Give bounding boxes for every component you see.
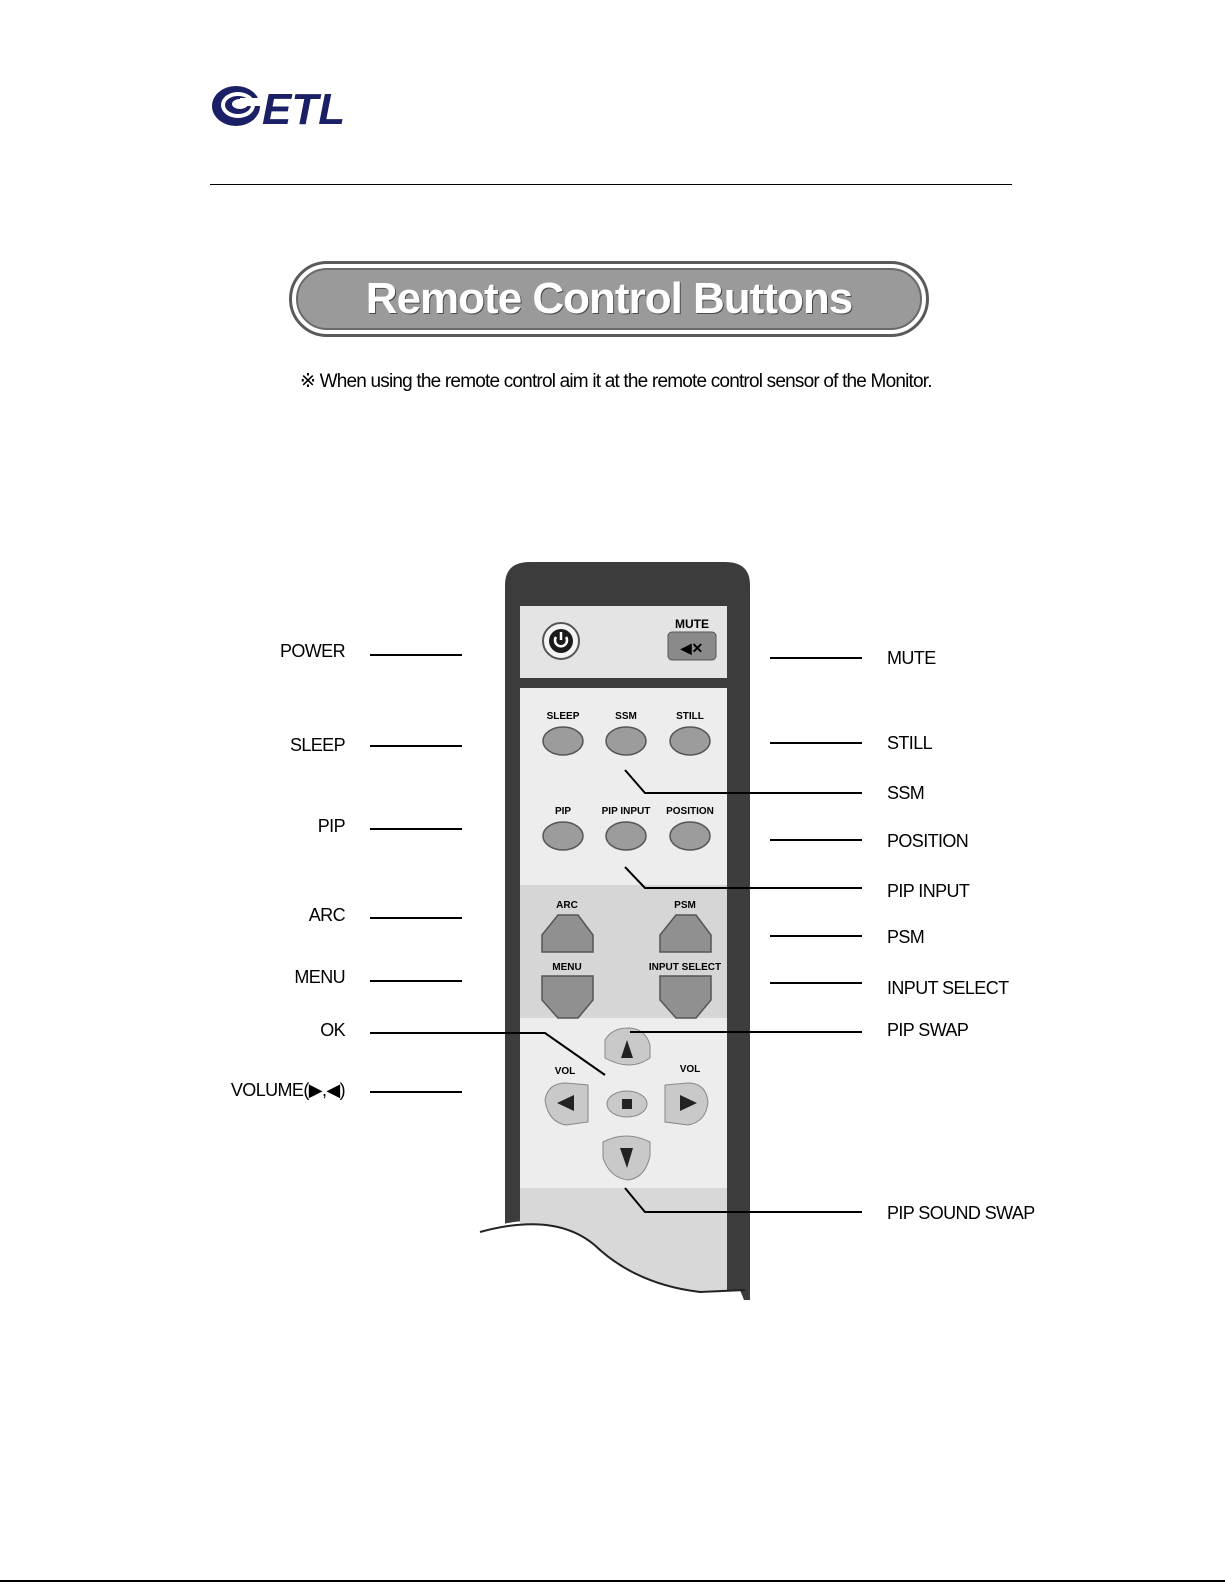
up-arrow-button[interactable] <box>605 1028 650 1065</box>
callout-still: STILL <box>887 733 933 753</box>
position-button[interactable] <box>670 822 710 850</box>
pip-button-label: PIP <box>554 806 572 817</box>
psm-button-label: PSM <box>674 900 696 911</box>
pip-input-button-label: PIP INPUT <box>601 806 651 817</box>
still-button-label: STILL <box>676 711 704 722</box>
callout-power: POWER <box>279 641 345 661</box>
callout-volume: VOLUME(▶,◀) <box>230 1080 345 1100</box>
callout-sleep: SLEEP <box>289 735 345 755</box>
callout-menu: MENU <box>294 967 345 987</box>
arc-button-label: ARC <box>556 900 578 911</box>
sleep-button[interactable] <box>543 727 583 755</box>
callout-mute: MUTE <box>887 648 936 668</box>
mute-speaker-icon: ◀✕ <box>680 640 704 656</box>
callout-pip: PIP <box>317 816 345 836</box>
footer-rule <box>0 1580 1225 1582</box>
callout-pip-input: PIP INPUT <box>887 881 970 901</box>
callout-ssm: SSM <box>887 783 925 803</box>
still-button[interactable] <box>670 727 710 755</box>
callout-ok: OK <box>320 1020 345 1040</box>
power-button[interactable] <box>543 623 579 659</box>
ok-button[interactable] <box>607 1091 647 1117</box>
vol-right-label: VOL <box>679 1064 701 1075</box>
callout-arc: ARC <box>308 905 345 925</box>
etl-logo-text: ETL <box>262 85 346 132</box>
pip-button[interactable] <box>543 822 583 850</box>
callout-pip-sound-swap: PIP SOUND SWAP <box>887 1203 1035 1223</box>
sleep-button-label: SLEEP <box>546 711 580 722</box>
usage-note: ※ When using the remote control aim it at the remote control sensor of the Monitor. <box>300 371 932 392</box>
ssm-button-label: SSM <box>615 711 637 722</box>
page-title: Remote Control Buttons <box>365 274 853 323</box>
position-button-label: POSITION <box>666 806 714 817</box>
mute-button[interactable] <box>668 617 716 660</box>
callout-pip-swap: PIP SWAP <box>887 1020 969 1040</box>
ssm-button[interactable] <box>606 727 646 755</box>
menu-button-label: MENU <box>552 962 582 973</box>
mute-label: MUTE <box>675 617 709 631</box>
callout-position: POSITION <box>887 831 969 851</box>
pip-input-button[interactable] <box>606 822 646 850</box>
callout-psm: PSM <box>887 927 925 947</box>
input-select-button-label: INPUT SELECT <box>648 962 722 973</box>
volume-right-button[interactable] <box>665 1083 708 1125</box>
vol-left-label: VOL <box>554 1066 576 1077</box>
callout-input-select: INPUT SELECT <box>887 978 1009 998</box>
ok-square-icon <box>622 1099 632 1109</box>
